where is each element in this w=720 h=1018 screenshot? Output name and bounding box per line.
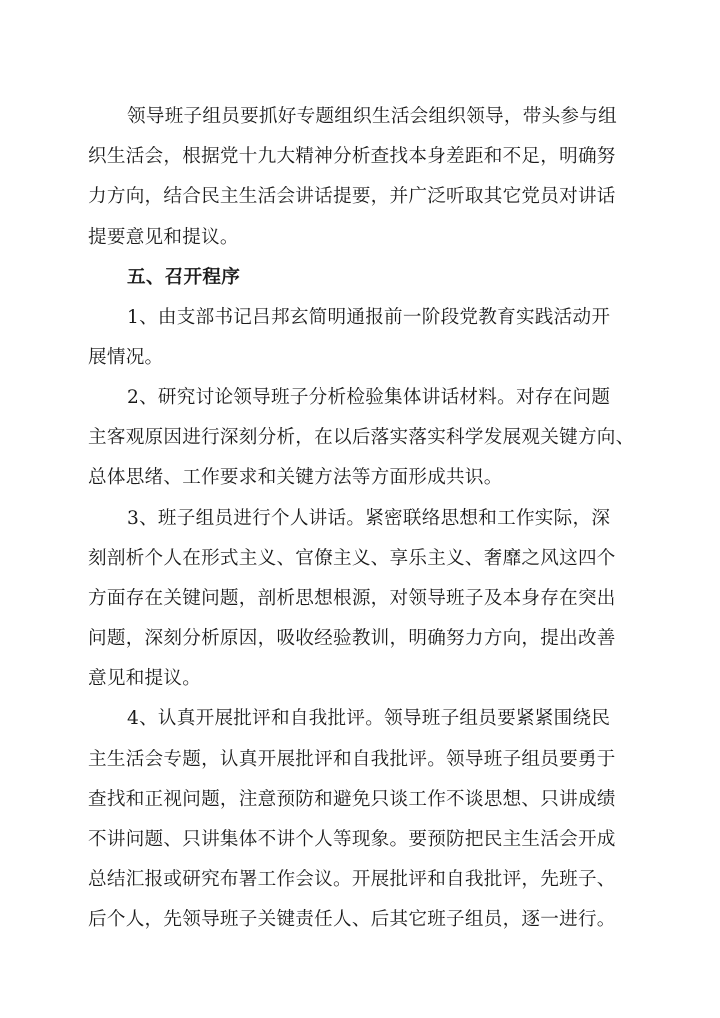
paragraph-line: 1、由支部书记吕邦玄简明通报前一阶段党教育实践活动开 bbox=[127, 307, 611, 328]
paragraph-line: 总结汇报或研究布署工作会议。开展批评和自我批评，先班子、 bbox=[88, 869, 616, 890]
paragraph-line: 主生活会专题，认真开展批评和自我批评。领导班子组员要勇于 bbox=[88, 749, 616, 770]
paragraph-line: 刻剖析个人在形式主义、官僚主义、享乐主义、奢靡之风这四个 bbox=[88, 548, 616, 569]
paragraph-line: 后个人，先领导班子关键责任人、后其它班子组员，逐一进行。 bbox=[88, 909, 616, 930]
paragraph-line: 3、班子组员进行个人讲话。紧密联络思想和工作实际，深 bbox=[127, 508, 611, 529]
paragraph-line: 展情况。 bbox=[88, 347, 164, 368]
paragraph-line: 织生活会，根据党十九大精神分析查找本身差距和不足，明确努 bbox=[88, 146, 616, 167]
paragraph-line: 2、研究讨论领导班子分析检验集体讲话材料。对存在问题 bbox=[127, 387, 611, 408]
paragraph-line: 不讲问题、只讲集体不讲个人等现象。要预防把民主生活会开成 bbox=[88, 829, 616, 850]
paragraph-line: 领导班子组员要抓好专题组织生活会组织领导，带头参与组 bbox=[127, 106, 617, 127]
paragraph-line: 4、认真开展批评和自我批评。领导班子组员要紧紧围绕民 bbox=[127, 708, 611, 729]
paragraph-line: 提要意见和提议。 bbox=[88, 227, 239, 248]
paragraph-line: 主客观原因进行深刻分析，在以后落实落实科学发展观关键方向、 bbox=[88, 427, 635, 448]
paragraph-line: 查找和正视问题，注意预防和避免只谈工作不谈思想、只讲成绩 bbox=[88, 789, 616, 810]
paragraph-line: 总体思绪、工作要求和关键方法等方面形成共识。 bbox=[88, 467, 503, 488]
paragraph-line: 意见和提议。 bbox=[88, 668, 202, 689]
paragraph-line: 力方向，结合民主生活会讲话提要，并广泛听取其它党员对讲话 bbox=[88, 186, 616, 207]
paragraph-line: 方面存在关键问题，剖析思想根源，对领导班子及本身存在突出 bbox=[88, 588, 616, 609]
section-heading: 五、召开程序 bbox=[127, 267, 241, 288]
paragraph-line: 问题，深刻分析原因，吸收经验教训，明确努力方向，提出改善 bbox=[88, 628, 616, 649]
